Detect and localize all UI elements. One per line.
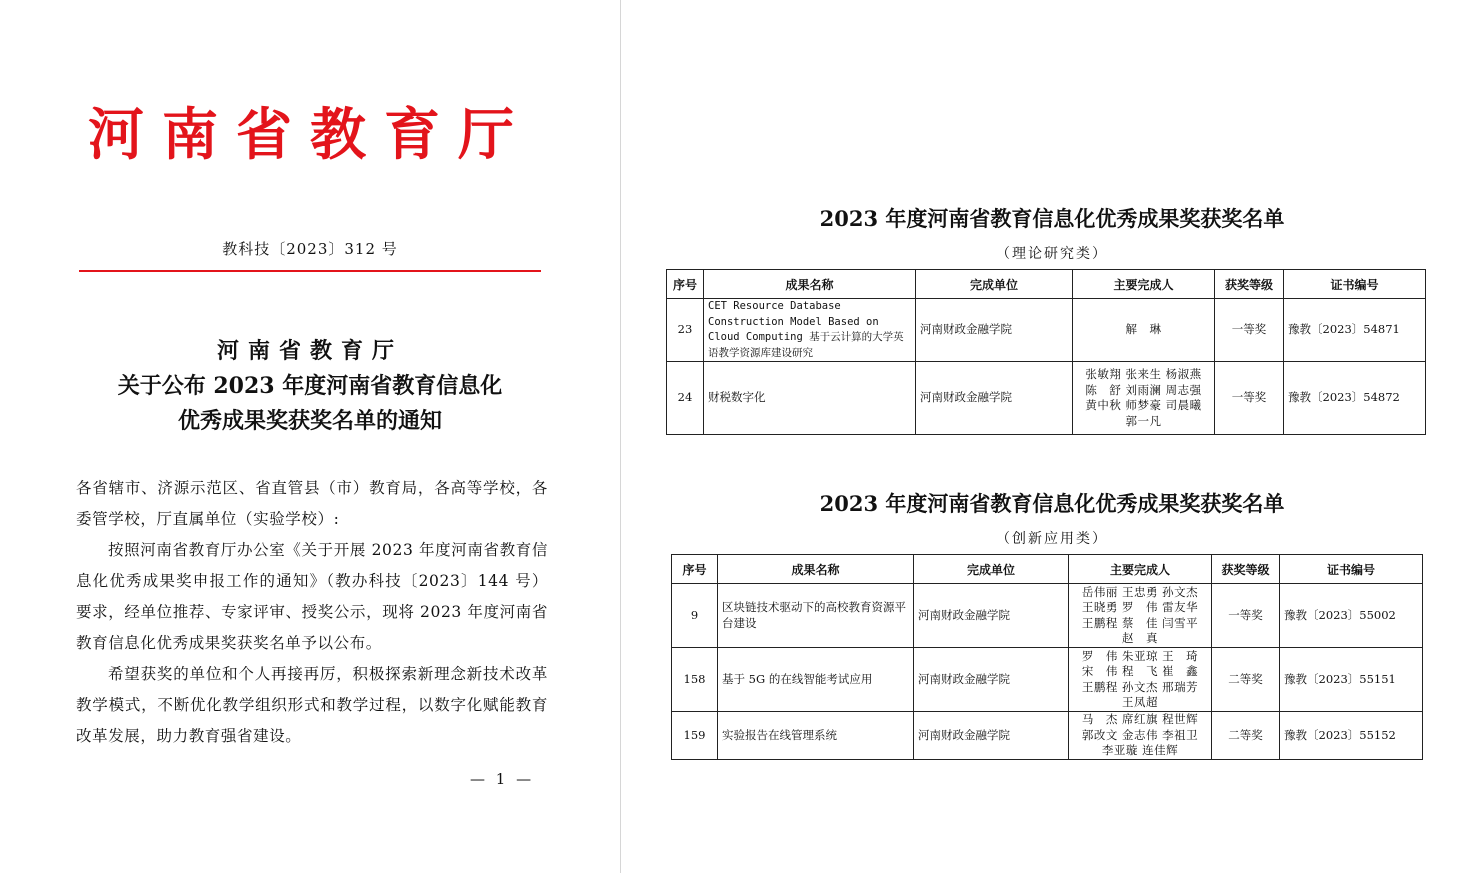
left-page — [0, 0, 620, 873]
row-number: 9 — [672, 584, 718, 648]
list1-category: （理论研究类） — [996, 246, 1108, 262]
table-header-row — [672, 555, 1423, 584]
award-level: 一等奖 — [1215, 299, 1284, 362]
notice-title-line1: 河南省教育厅 — [216, 338, 403, 364]
notice-title-line2: 关于公布 2023 年度河南省教育信息化 — [117, 373, 503, 399]
column-header: 序号 — [672, 555, 718, 584]
certificate-number: 豫教〔2023〕55151 — [1280, 648, 1423, 712]
notice-title-line3: 优秀成果奖获奖名单的通知 — [177, 408, 442, 434]
column-header: 证书编号 — [1280, 555, 1423, 584]
achievement-name: CET Resource Database Construction Model Based on Cloud Computing 基于云计算的大学英语教学资源库建设研究 — [704, 299, 916, 362]
certificate-number: 豫教〔2023〕54871 — [1284, 299, 1426, 362]
table-row — [672, 712, 1423, 760]
table-row — [672, 584, 1423, 648]
award-table-application — [671, 554, 1423, 760]
paragraph-2: 希望获奖的单位和个人再接再厉，积极探索新理念新技术改革教学模式，不断优化教学组织形式和教学过程，以数字化赋能教育改革发展，助力教育强省建设。 — [76, 665, 548, 745]
achievement-name: 区块链技术驱动下的高校教育资源平台建设 — [718, 584, 914, 648]
certificate-number: 豫教〔2023〕55002 — [1280, 584, 1423, 648]
completion-unit: 河南财政金融学院 — [914, 584, 1069, 648]
achievement-name: 财税数字化 — [704, 362, 916, 435]
row-number: 24 — [667, 362, 704, 435]
paragraph-1: 按照河南省教育厅办公室《关于开展 2023 年度河南省教育信息化优秀成果奖申报工作的通知》（教办科技〔2023〕144 号）要求，经单位推荐、专家评审、授奖公示，现将 2023 年度河南省教育信息化优秀成果奖获奖名单予以公布。 — [76, 541, 548, 652]
award-level: 二等奖 — [1212, 648, 1280, 712]
column-header: 完成单位 — [914, 555, 1069, 584]
column-header: 完成单位 — [916, 270, 1073, 299]
masthead: 河南省教育厅 — [88, 102, 532, 168]
row-number: 158 — [672, 648, 718, 712]
achievement-name: 基于 5G 的在线智能考试应用 — [718, 648, 914, 712]
column-header: 成果名称 — [704, 270, 916, 299]
column-header: 序号 — [667, 270, 704, 299]
column-header: 主要完成人 — [1073, 270, 1215, 299]
column-header: 成果名称 — [718, 555, 914, 584]
certificate-number: 豫教〔2023〕55152 — [1280, 712, 1423, 760]
award-level: 一等奖 — [1215, 362, 1284, 435]
completion-unit: 河南财政金融学院 — [914, 712, 1069, 760]
main-contributors: 罗 伟 朱亚琼 王 琦 宋 伟 程 飞 崔 鑫 王鹏程 孙文杰 邢瑞芳 王凤超 — [1069, 648, 1212, 712]
page-number: — 1 — — [470, 770, 535, 788]
salutation: 各省辖市、济源示范区、省直管县（市）教育局，各高等学校，各委管学校，厅直属单位（实验学校）: — [76, 479, 548, 528]
table-row — [667, 362, 1426, 435]
completion-unit: 河南财政金融学院 — [916, 362, 1073, 435]
column-header: 获奖等级 — [1212, 555, 1280, 584]
notice-title — [80, 334, 540, 439]
achievement-name: 实验报告在线管理系统 — [718, 712, 914, 760]
document-number: 教科技〔2023〕312 号 — [222, 240, 398, 258]
completion-unit: 河南财政金融学院 — [914, 648, 1069, 712]
list2-title: 2023 年度河南省教育信息化优秀成果奖获奖名单 — [819, 491, 1285, 516]
certificate-number: 豫教〔2023〕54872 — [1284, 362, 1426, 435]
main-contributors: 马 杰 席红旗 程世辉 郭改文 金志伟 李祖卫 李亚璇 连佳辉 — [1069, 712, 1212, 760]
row-number: 159 — [672, 712, 718, 760]
main-contributors: 张敏翔 张来生 杨淑燕 陈 舒 刘雨澜 周志强 黄中秋 师梦豪 司晨曦 郭一凡 — [1073, 362, 1215, 435]
right-page — [621, 0, 1481, 873]
table-row — [672, 648, 1423, 712]
completion-unit: 河南财政金融学院 — [916, 299, 1073, 362]
list2-category: （创新应用类） — [996, 531, 1108, 547]
notice-body — [76, 473, 548, 752]
award-level: 一等奖 — [1212, 584, 1280, 648]
red-divider — [79, 270, 541, 272]
column-header: 获奖等级 — [1215, 270, 1284, 299]
list1-title: 2023 年度河南省教育信息化优秀成果奖获奖名单 — [819, 206, 1285, 231]
award-table-theory — [666, 269, 1426, 435]
column-header: 证书编号 — [1284, 270, 1426, 299]
table-row — [667, 299, 1426, 362]
main-contributors: 岳伟丽 王忠勇 孙文杰 王晓勇 罗 伟 雷友华 王鹏程 蔡 佳 闫雪平 赵 真 — [1069, 584, 1212, 648]
award-level: 二等奖 — [1212, 712, 1280, 760]
column-header: 主要完成人 — [1069, 555, 1212, 584]
table-header-row — [667, 270, 1426, 299]
row-number: 23 — [667, 299, 704, 362]
main-contributors: 解 琳 — [1073, 299, 1215, 362]
